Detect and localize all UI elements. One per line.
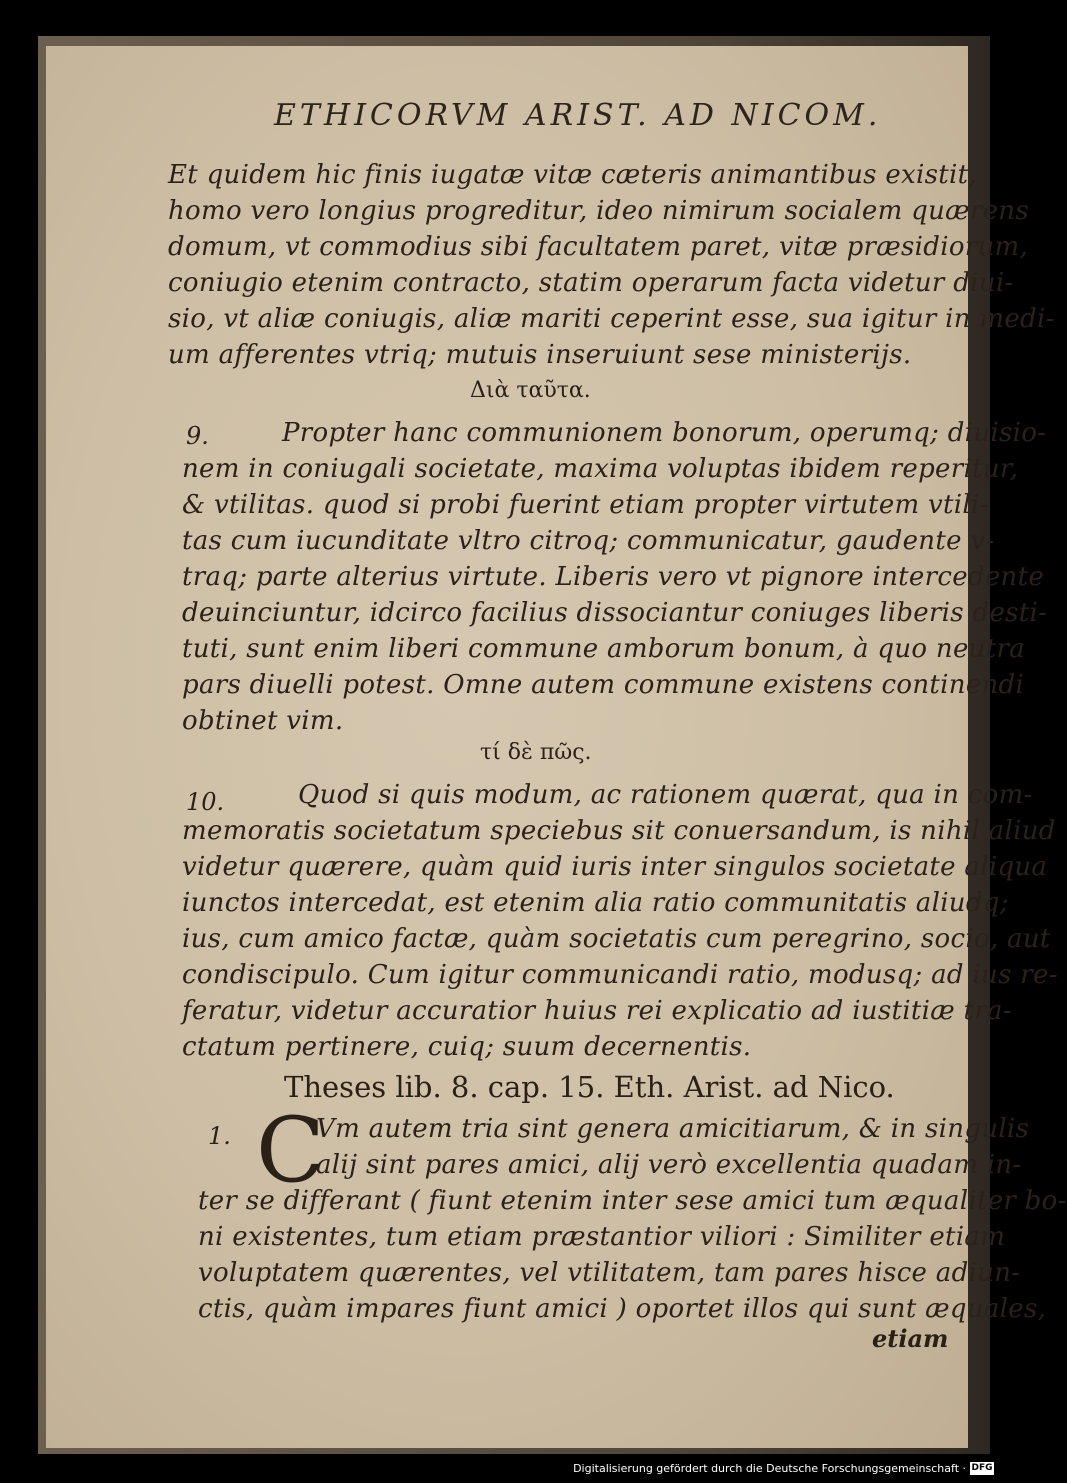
text-line: Propter hanc communionem bonorum, operumq; diuisio-	[282, 418, 1047, 448]
text-line: Et quidem hic finis iugatæ vitæ cæteris animantibus existit,	[168, 160, 977, 190]
paragraph-number: 1.	[208, 1122, 231, 1150]
text-line: obtinet vim.	[182, 706, 344, 736]
text-line: ctis, quàm impares fiunt amici ) oportet illos qui sunt æquales,	[198, 1294, 1047, 1324]
text-line: voluptatem quærentes, vel vtilitatem, tam pares hisce adiun-	[198, 1258, 1021, 1288]
text-line: Vm autem tria sint genera amicitiarum, & in singulis	[316, 1114, 1030, 1144]
text-line: tas cum iucunditate vltro citroq; communicatur, gaudente v-	[182, 526, 995, 556]
greek-heading: τί δὲ πῶς.	[480, 740, 592, 765]
text-line: nem in coniugali societate, maxima voluptas ibidem reperitur,	[182, 454, 1019, 484]
greek-heading: Διὰ ταῦτα.	[470, 378, 591, 403]
paragraph-number: 9.	[186, 422, 209, 450]
text-line: ter se differant ( fiunt etenim inter sese amici tum æqualiter bo-	[198, 1186, 1067, 1216]
section-heading: Theses lib. 8. cap. 15. Eth. Arist. ad Nico.	[284, 1070, 895, 1104]
text-line: alij sint pares amici, alij verò excellentia quadam in-	[316, 1150, 1022, 1180]
drop-cap: C	[256, 1098, 325, 1203]
text-line: iunctos intercedat, est etenim alia ratio communitatis aliudq;	[182, 888, 1009, 918]
text-line: ius, cum amico factæ, quàm societatis cum peregrino, socio, aut	[182, 924, 1051, 954]
book-page	[46, 46, 1067, 1448]
footer-bar	[0, 1454, 1000, 1483]
text-line: ctatum pertinere, cuiq; suum decernentis.	[182, 1032, 752, 1062]
text-line: ni existentes, tum etiam præstantior viliori : Similiter etiam	[198, 1222, 1006, 1252]
text-line: tuti, sunt enim liberi commune amborum bonum, à quo neutra	[182, 634, 1025, 664]
text-line: Quod si quis modum, ac rationem quærat, qua in com-	[298, 780, 1033, 810]
text-line: feratur, videtur accuratior huius rei explicatio ad iustitiæ tra-	[182, 996, 1012, 1026]
text-line: deuinciuntur, idcirco facilius dissociantur coniuges liberis desti-	[182, 598, 1048, 628]
text-line: domum, vt commodius sibi facultatem paret, vitæ præsidiorum,	[168, 232, 1029, 262]
text-line: um afferentes vtriq; mutuis inseruiunt sese ministerijs.	[168, 340, 912, 370]
text-line: homo vero longius progreditur, ideo nimirum socialem quærens	[168, 196, 1029, 226]
dfg-logo: DFG	[971, 1463, 993, 1473]
text-line: traq; parte alterius virtute. Liberis vero vt pignore intercedente	[182, 562, 1045, 592]
text-line: condiscipulo. Cum igitur communicandi ratio, modusq; ad ius re-	[182, 960, 1058, 990]
running-head: ETHICORVM ARIST. AD NICOM.	[274, 98, 882, 133]
catchword: etiam	[872, 1324, 949, 1353]
text-line: & vtilitas. quod si probi fuerint etiam propter virtutem vtili-	[182, 490, 989, 520]
funding-credit: Digitalisierung gefördert durch die Deutsche Forschungsgemeinschaft ·	[573, 1462, 966, 1475]
text-line: pars diuelli potest. Omne autem commune existens continendi	[182, 670, 1025, 700]
text-line: coniugio etenim contracto, statim operarum facta videtur diui-	[168, 268, 1014, 298]
paragraph-number: 10.	[186, 788, 225, 816]
text-line: videtur quærere, quàm quid iuris inter singulos societate aliqua	[182, 852, 1048, 882]
text-line: sio, vt aliæ coniugis, aliæ mariti ceperint esse, sua igitur in medi-	[168, 304, 1055, 334]
text-line: memoratis societatum speciebus sit conuersandum, is nihil aliud	[182, 816, 1056, 846]
